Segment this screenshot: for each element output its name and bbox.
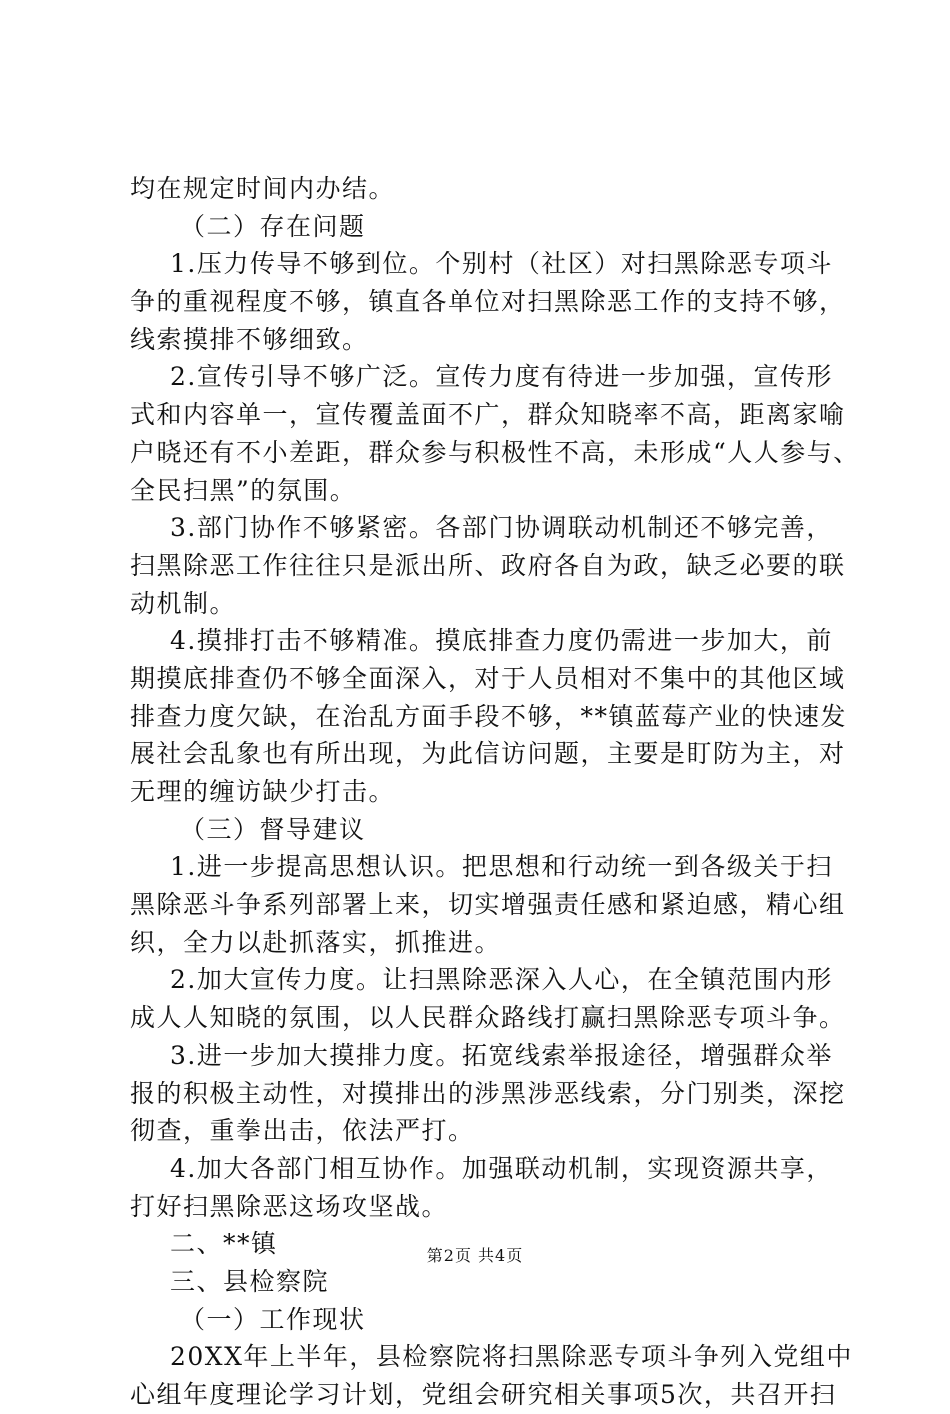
text-line: 线索摸排不够细致。 [130, 324, 369, 354]
text-line: 期摸底排查仍不够全面深入，对于人员相对不集中的其他区域 [130, 663, 846, 693]
section-heading: （一）工作现状 [180, 1304, 366, 1334]
text-line: 2.宣传引导不够广泛。宣传力度有待进一步加强，宣传形 [170, 362, 833, 392]
text-line: 1.进一步提高思想认识。把思想和行动统一到各级关于扫 [170, 852, 833, 882]
text-line: 式和内容单一，宣传覆盖面不广，群众知晓率不高，距离家喻 [130, 400, 846, 430]
text-line: 户晓还有不小差距，群众参与积极性不高，未形成“人人参与、 [130, 437, 860, 467]
text-line: 1.压力传导不够到位。个别村（社区）对扫黑除恶专项斗 [170, 249, 833, 279]
text-line: 展社会乱象也有所出现，为此信访问题，主要是盯防为主，对 [130, 739, 846, 769]
page-number: 第2页 共4页 [426, 1246, 524, 1265]
text-line: 黑除恶斗争系列部署上来，切实增强责任感和紧迫感，精心组 [130, 890, 846, 920]
text-line: 全民扫黑”的氛围。 [130, 475, 357, 505]
text-line: 20XX年上半年，县检察院将扫黑除恶专项斗争列入党组中 [170, 1342, 853, 1372]
text-line: 彻查，重拳出击，依法严打。 [130, 1116, 475, 1146]
text-line: 排查力度欠缺，在治乱方面手段不够，**镇蓝莓产业的快速发 [130, 701, 848, 731]
page-footer [0, 1243, 950, 1266]
text-line: 心组年度理论学习计划，党组会研究相关事项5次，共召开扫 [130, 1380, 837, 1409]
section-heading: （三）督导建议 [180, 814, 366, 844]
text-line: 2.加大宣传力度。让扫黑除恶深入人心，在全镇范围内形 [170, 965, 833, 995]
text-line: 打好扫黑除恶这场攻坚战。 [130, 1191, 449, 1221]
text-line: 动机制。 [130, 588, 237, 618]
text-line: 4.加大各部门相互协作。加强联动机制，实现资源共享， [170, 1153, 833, 1183]
section-heading: 三、县检察院 [170, 1266, 330, 1296]
text-line: 3.部门协作不够紧密。各部门协调联动机制还不够完善， [170, 513, 833, 543]
section-heading: 二、**镇 [170, 1229, 278, 1259]
text-line: 织，全力以赴抓落实，抓推进。 [130, 927, 502, 957]
text-line: 3.进一步加大摸排力度。拓宽线索举报途径，增强群众举 [170, 1040, 833, 1070]
document-body [130, 170, 860, 1414]
text-line: 扫黑除恶工作往往只是派出所、政府各自为政，缺乏必要的联 [130, 550, 846, 580]
text-line: 4.摸排打击不够精准。摸底排查力度仍需进一步加大，前 [170, 626, 833, 656]
text-line: 成人人知晓的氛围，以人民群众路线打赢扫黑除恶专项斗争。 [130, 1003, 846, 1033]
text-line: 报的积极主动性，对摸排出的涉黑涉恶线索，分门别类，深挖 [130, 1078, 846, 1108]
text-line: 均在规定时间内办结。 [130, 174, 396, 203]
section-heading: （二）存在问题 [180, 211, 366, 241]
text-line: 争的重视程度不够，镇直各单位对扫黑除恶工作的支持不够， [130, 287, 846, 317]
text-line: 无理的缠访缺少打击。 [130, 777, 396, 806]
